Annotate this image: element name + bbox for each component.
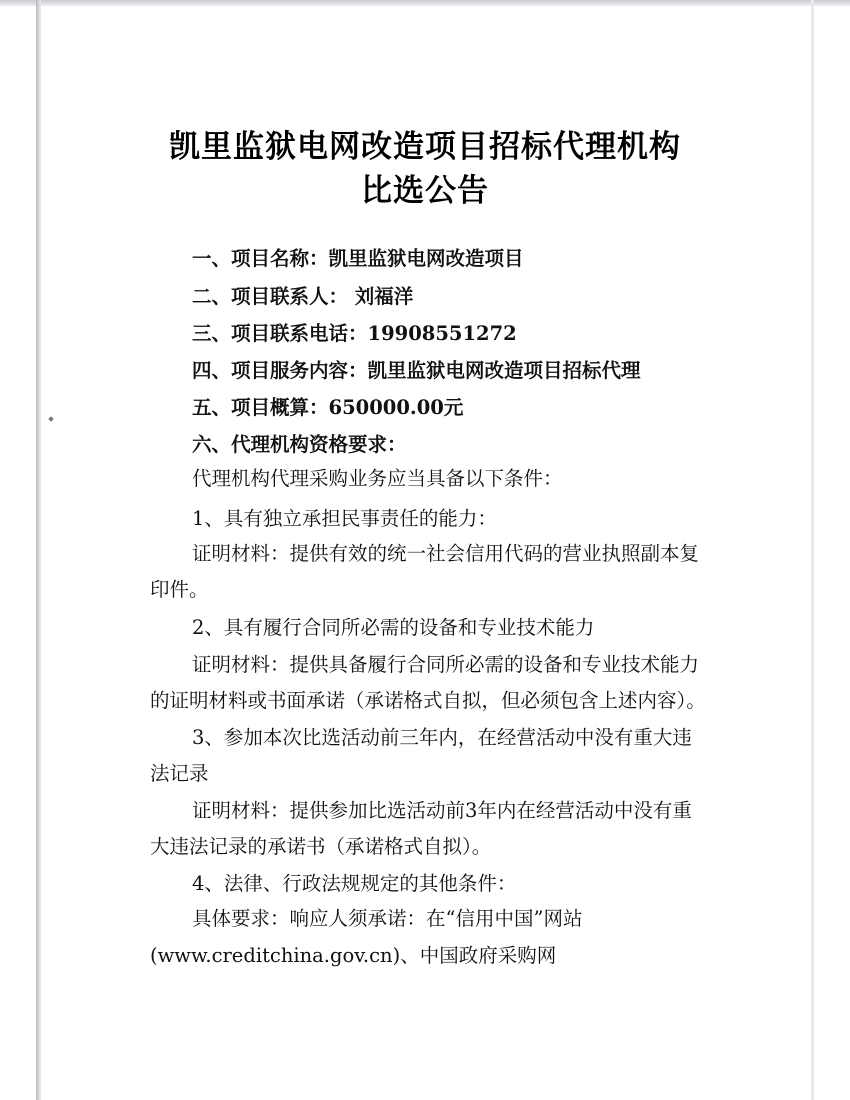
document-title-line-2: 比选公告 <box>361 173 489 209</box>
body-line-proof-2-cont: 的证明材料或书面承诺（承诺格式自拟，但必须包含上述内容）。 <box>150 689 706 712</box>
item-qualification-heading: 六、代理机构资格要求： <box>192 433 407 456</box>
body-line-websites: (www.creditchina.gov.cn)、中国政府采购网 <box>150 944 557 967</box>
item-contact-phone: 三、项目联系电话：19908551272 <box>192 322 517 345</box>
body-line-cond-2: 2、具有履行合同所必需的设备和专业技术能力 <box>192 616 595 639</box>
body-line-proof-2: 证明材料：提供具备履行合同所必需的设备和专业技术能力 <box>192 653 700 676</box>
scan-right-edge <box>811 0 814 1100</box>
body-line-cond-1: 1、具有独立承担民事责任的能力： <box>192 507 497 530</box>
body-line-intro: 代理机构代理采购业务应当具备以下条件： <box>192 467 563 490</box>
scan-speck <box>48 416 54 422</box>
item-project-name: 一、项目名称：凯里监狱电网改造项目 <box>192 247 524 270</box>
document-page <box>150 0 740 1100</box>
body-line-proof-3: 证明材料：提供参加比选活动前3年内在经营活动中没有重 <box>192 799 692 822</box>
body-line-cond-3: 3、参加本次比选活动前三年内，在经营活动中没有重大违 <box>192 726 692 749</box>
item-budget: 五、项目概算：650000.00元 <box>192 396 464 419</box>
scan-left-edge <box>36 0 41 1100</box>
body-line-cond-4: 4、法律、行政法规规定的其他条件： <box>192 872 517 895</box>
body-line-proof-1: 证明材料：提供有效的统一社会信用代码的营业执照副本复 <box>192 542 700 565</box>
document-title-line-1: 凯里监狱电网改造项目招标代理机构 <box>169 129 681 165</box>
body-line-proof-3-cont: 大违法记录的承诺书（承诺格式自拟）。 <box>150 835 492 858</box>
body-line-requirement: 具体要求：响应人须承诺：在“信用中国”网站 <box>192 907 583 930</box>
item-service-content: 四、项目服务内容：凯里监狱电网改造项目招标代理 <box>192 359 641 382</box>
item-contact-person: 二、项目联系人： 刘福洋 <box>192 285 414 308</box>
body-line-proof-1-cont: 印件。 <box>150 578 209 601</box>
body-line-cond-3-cont: 法记录 <box>150 762 209 785</box>
